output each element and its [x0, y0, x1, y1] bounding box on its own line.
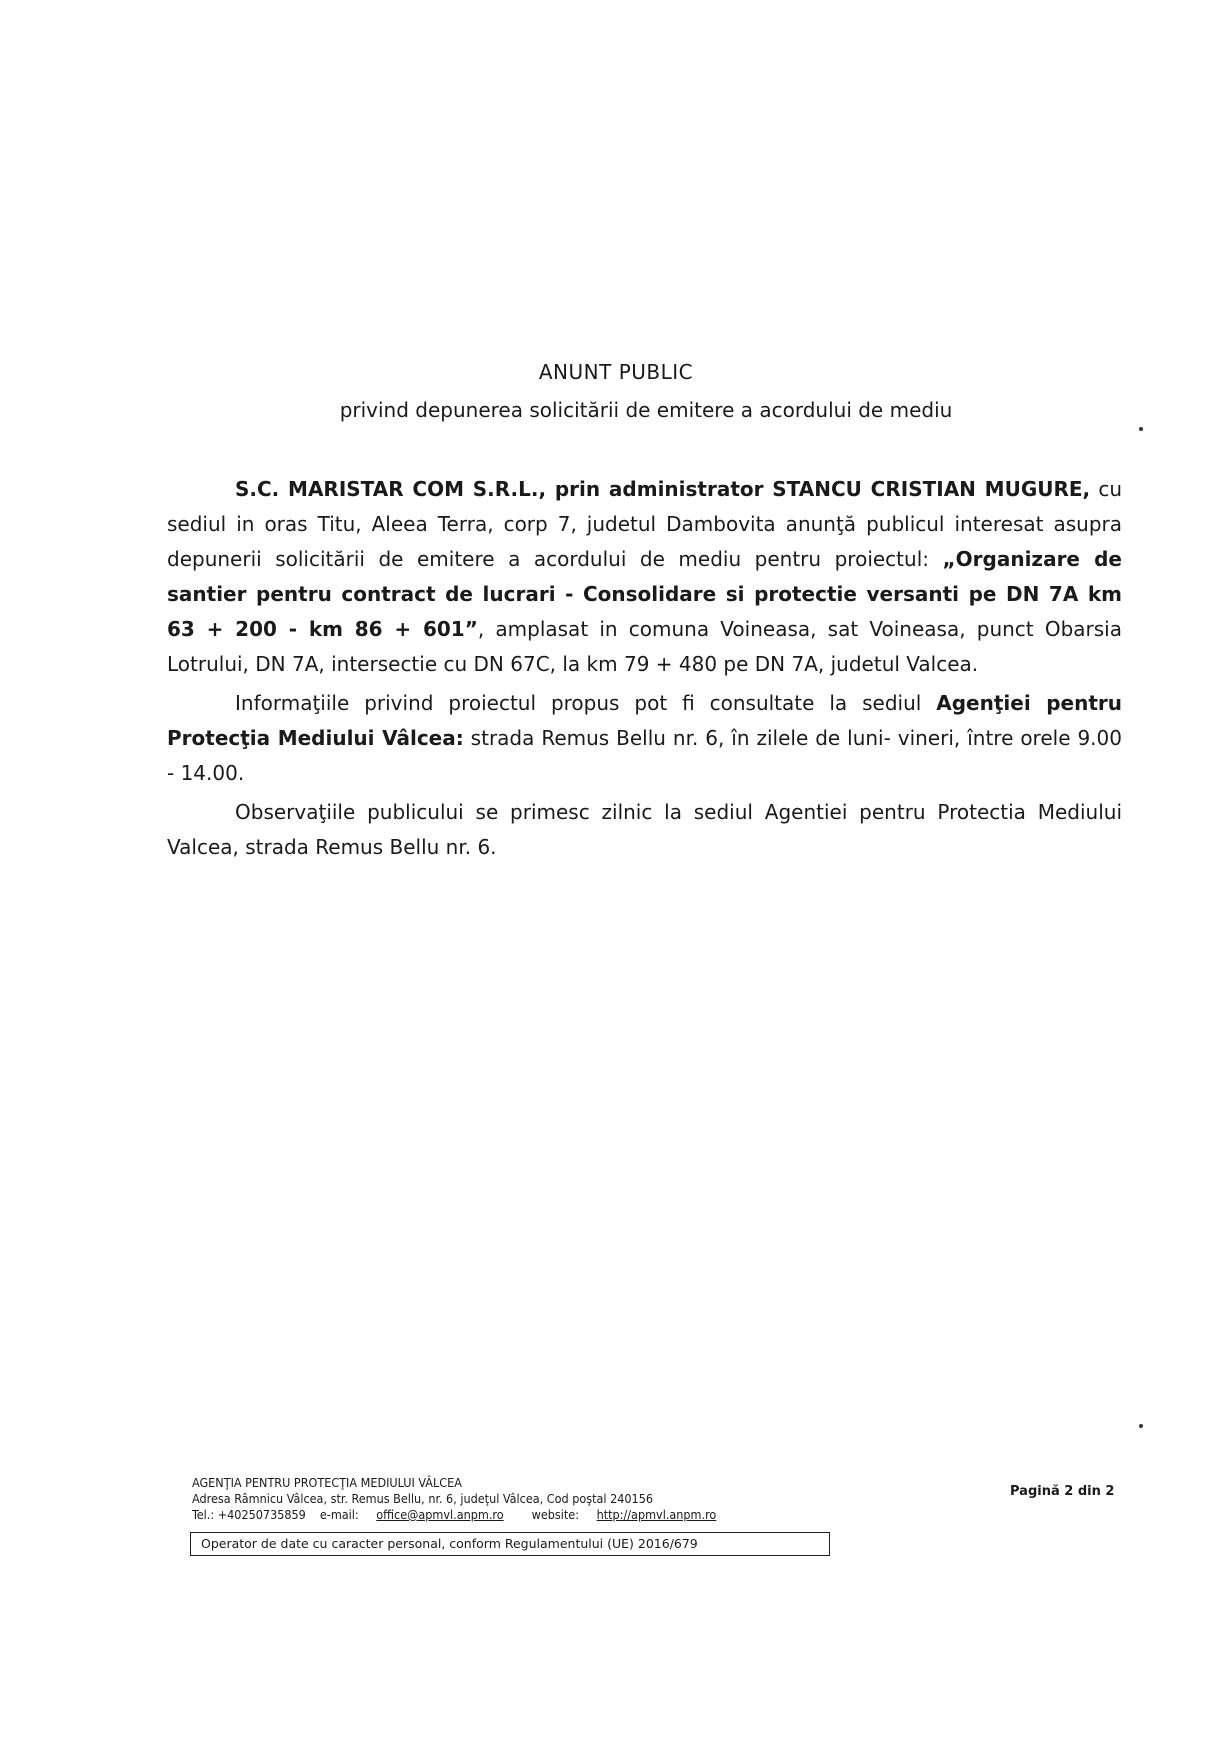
- announcement-body: [167, 472, 1122, 865]
- company-name: S.C. MARISTAR COM S.R.L., prin administrator STANCU CRISTIAN MUGURE,: [235, 477, 1091, 501]
- scan-dot-bottom: [1139, 1424, 1143, 1428]
- footer-phone: Tel.: +40250735859: [192, 1507, 306, 1522]
- paragraph-observations-text: Observaţiile publicului se primesc zilnic la sediul Agentiei pentru Protectia Mediului Valcea, strada Remus Bellu nr. 6.: [167, 800, 1122, 859]
- page-number: Pagină 2 din 2: [1010, 1484, 1115, 1499]
- paragraph-company-text-b: , amplasat in comuna Voineasa, sat Voineasa, punct Obarsia Lotrului, DN 7A, intersectie cu DN 67C, la km 79 + 480 pe DN 7A, judetul Valcea.: [167, 617, 1122, 676]
- footer: [192, 1475, 832, 1523]
- scan-dot-top: [1139, 427, 1143, 431]
- document-title: ANUNT PUBLIC: [538, 360, 694, 384]
- paragraph-company: [167, 472, 1122, 682]
- agency-name: Agenţiei pentru Protecţia Mediului Vâlcea:: [167, 691, 1122, 750]
- gdpr-notice: Operator de date cu caracter personal, conform Regulamentului (UE) 2016/679: [201, 1536, 698, 1551]
- paragraph-information: [167, 686, 1122, 791]
- footer-email-group: [320, 1507, 518, 1522]
- footer-address: Adresa Râmnicu Vâlcea, str. Remus Bellu, nr. 6, judeţul Vâlcea, Cod poştal 240156: [192, 1491, 654, 1506]
- paragraph-observations: [167, 795, 1122, 865]
- footer-contact: [192, 1507, 832, 1523]
- paragraph-information-text-b: strada Remus Bellu nr. 6, în zilele de luni- vineri, între orele 9.00 - 14.00.: [167, 726, 1122, 785]
- footer-website-label: website:: [531, 1507, 583, 1522]
- footer-website-link[interactable]: http://apmvl.anpm.ro: [596, 1507, 717, 1522]
- project-name: „Organizare de santier pentru contract de lucrari - Consolidare si protectie versanti pe DN 7A km 63 + 200 - km 86 + 601”: [167, 547, 1123, 641]
- footer-agency-name: AGENŢIA PENTRU PROTECŢIA MEDIULUI VÂLCEA: [192, 1475, 462, 1490]
- footer-email-label: e-mail:: [319, 1507, 363, 1522]
- footer-website-group: [532, 1507, 731, 1522]
- paragraph-company-text-a: cu sediul in oras Titu, Aleea Terra, corp 7, judetul Dambovita anunţă publicul interesat asupra depunerii solicitării de emitere a acordului de mediu pentru proiectul:: [167, 477, 1122, 571]
- paragraph-information-text-a: Informaţiile privind proiectul propus pot fi consultate la sediul: [235, 691, 937, 715]
- footer-email-link[interactable]: office@apmvl.anpm.ro: [376, 1507, 504, 1522]
- document-subtitle: privind depunerea solicitării de emitere a acordului de mediu: [339, 398, 953, 422]
- gdpr-notice-box: [190, 1532, 830, 1556]
